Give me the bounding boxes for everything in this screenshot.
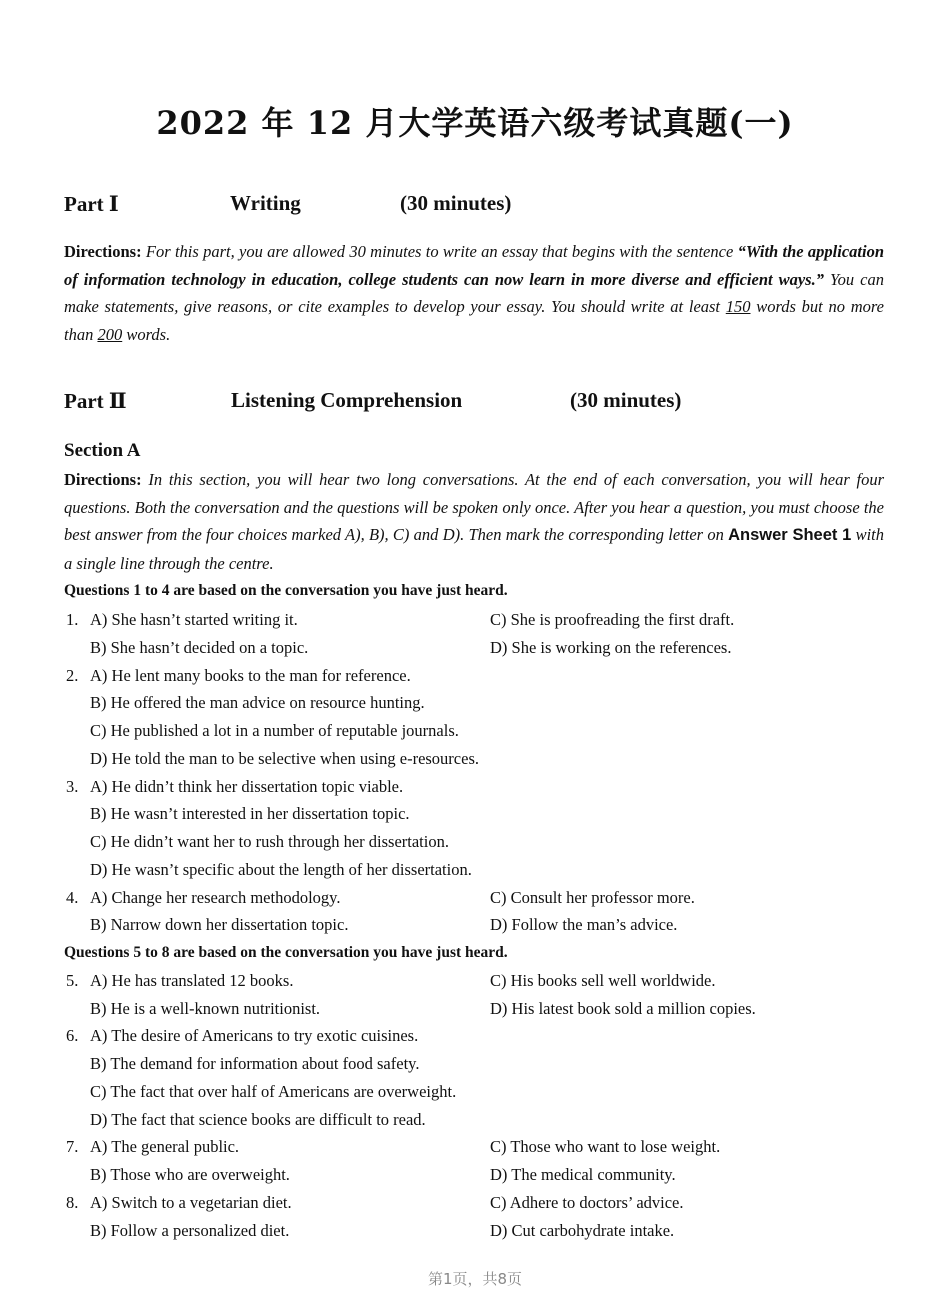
option-c: C) Consult her professor more.: [490, 887, 695, 907]
essay-prompt: “With the application of information technology in education, college students can now learn in more diverse and efficient ways.”: [64, 242, 884, 289]
directions-text: In this section, you will hear two long conversations. At the end of each conversation, you will hear four questions. Both the conversation and the questions will be spoken only once. After you hear a question, you must choose the best answer from the four choices marked A), B), C) and D). Then mark the corresponding letter on: [64, 470, 884, 544]
question-6-row-1: [64, 1022, 884, 1050]
option-d: D) The medical community.: [490, 1165, 676, 1184]
option-d: D) She is working on the references.: [490, 637, 732, 657]
option-c: C) She is proofreading the first draft.: [490, 610, 735, 629]
part2-time: (30 minutes): [570, 388, 682, 412]
option-a: A) He lent many books to the man for reference.: [90, 665, 411, 685]
option-d: D) The fact that science books are difficult to read.: [90, 1109, 426, 1129]
option-b: B) He is a well-known nutritionist.: [90, 998, 321, 1018]
option-c: C) The fact that over half of Americans are overweight.: [90, 1081, 457, 1101]
question-1-row-1: [64, 606, 884, 634]
question-4-row-2: [64, 911, 884, 939]
question-number: 6.: [66, 1026, 79, 1046]
directions-text: with a single line through the centre.: [64, 525, 884, 573]
question-3-row-3: [64, 828, 884, 856]
option-d: D) Cut carbohydrate intake.: [490, 1220, 675, 1240]
question-8-row-1: [64, 1189, 884, 1217]
option-c: C) His books sell well worldwide.: [490, 970, 716, 990]
directions-text: For this part, you are allowed 30 minutes to write an essay that begins with the sentence: [141, 242, 738, 261]
option-d: D) He told the man to be selective when using e-resources.: [90, 748, 479, 768]
option-b: B) He offered the man advice on resource hunting.: [90, 693, 425, 713]
question-number: 4.: [66, 887, 79, 907]
part1-time: (30 minutes): [400, 191, 512, 215]
option-a: A) He has translated 12 books.: [90, 970, 294, 990]
question-3-row-2: [64, 800, 884, 828]
part2-label: Part Ⅱ: [64, 389, 127, 413]
option-a: A) She hasn’t started writing it.: [90, 610, 298, 629]
directions-text: words but no more than: [64, 297, 884, 344]
option-c: C) He didn’t want her to rush through her dissertation.: [90, 832, 449, 851]
question-3-row-1: [64, 773, 884, 801]
question-5-row-2: [64, 995, 884, 1023]
max-word-count: 200: [97, 324, 123, 344]
question-7-row-2: [64, 1161, 884, 1189]
directions-label: Directions:: [64, 242, 142, 261]
option-c: C) Adhere to doctors’ advice.: [490, 1192, 684, 1212]
option-a: A) The general public.: [90, 1137, 240, 1157]
option-b: B) Follow a personalized diet.: [90, 1220, 290, 1240]
directions-label: Directions:: [64, 470, 142, 489]
part1-directions: [64, 238, 884, 348]
question-1-row-2: [64, 634, 884, 662]
answer-sheet-ref: Answer Sheet 1: [728, 526, 852, 544]
question-6-row-3: [64, 1078, 884, 1106]
question-number: 1.: [66, 610, 79, 629]
option-a: A) Switch to a vegetarian diet.: [90, 1192, 292, 1212]
option-c: C) He published a lot in a number of reputable journals.: [90, 721, 459, 740]
option-d: D) Follow the man’s advice.: [490, 915, 678, 935]
question-2-row-3: [64, 717, 884, 745]
question-7-row-1: [64, 1133, 884, 1161]
option-d: D) He wasn’t specific about the length of her dissertation.: [90, 859, 472, 879]
question-number: 7.: [66, 1137, 79, 1157]
question-5-row-1: [64, 967, 884, 995]
option-b: B) She hasn’t decided on a topic.: [90, 637, 309, 657]
question-number: 3.: [66, 776, 79, 796]
min-word-count: 150: [725, 297, 751, 316]
question-3-row-4: [64, 856, 884, 884]
questions-1-4-intro: Questions 1 to 4 are based on the conversation you have just heard.: [64, 582, 508, 599]
question-4-row-1: [64, 884, 884, 912]
page-title: 2022 年 12 月大学英语六级考试真题(一): [156, 104, 794, 142]
part1-label: Part Ⅰ: [64, 192, 119, 216]
option-b: B) He wasn’t interested in her dissertation topic.: [90, 804, 410, 824]
question-2-row-2: [64, 689, 884, 717]
option-a: A) He didn’t think her dissertation topic viable.: [90, 776, 404, 796]
question-list: [64, 606, 884, 1244]
option-a: A) Change her research methodology.: [90, 887, 341, 907]
option-c: C) Those who want to lose weight.: [490, 1137, 721, 1157]
option-b: B) The demand for information about food safety.: [90, 1054, 420, 1073]
page-footer: 第1页，共8页: [427, 1270, 523, 1288]
directions-text: You can make statements, give reasons, or cite examples to develop your essay. You should write at least: [64, 269, 884, 316]
part1-name: Writing: [230, 191, 301, 215]
option-b: B) Narrow down her dissertation topic.: [90, 915, 349, 935]
option-d: D) His latest book sold a million copies.: [490, 998, 756, 1018]
option-a: A) The desire of Americans to try exotic cuisines.: [90, 1026, 419, 1046]
question-6-row-2: [64, 1050, 884, 1078]
part2-directions: [64, 466, 884, 577]
question-8-row-2: [64, 1217, 884, 1245]
question-number: 2.: [66, 665, 79, 685]
section-a-heading: Section A: [64, 440, 141, 461]
question-number: 5.: [66, 970, 79, 990]
part2-name: Listening Comprehension: [231, 388, 463, 412]
question-2-row-4: [64, 745, 884, 773]
directions-text: words.: [122, 324, 171, 344]
questions-5-8-intro: Questions 5 to 8 are based on the conversation you have just heard.: [64, 944, 508, 961]
option-b: B) Those who are overweight.: [90, 1165, 290, 1184]
question-number: 8.: [66, 1192, 79, 1212]
question-6-row-4: [64, 1106, 884, 1134]
question-2-row-1: [64, 662, 884, 690]
